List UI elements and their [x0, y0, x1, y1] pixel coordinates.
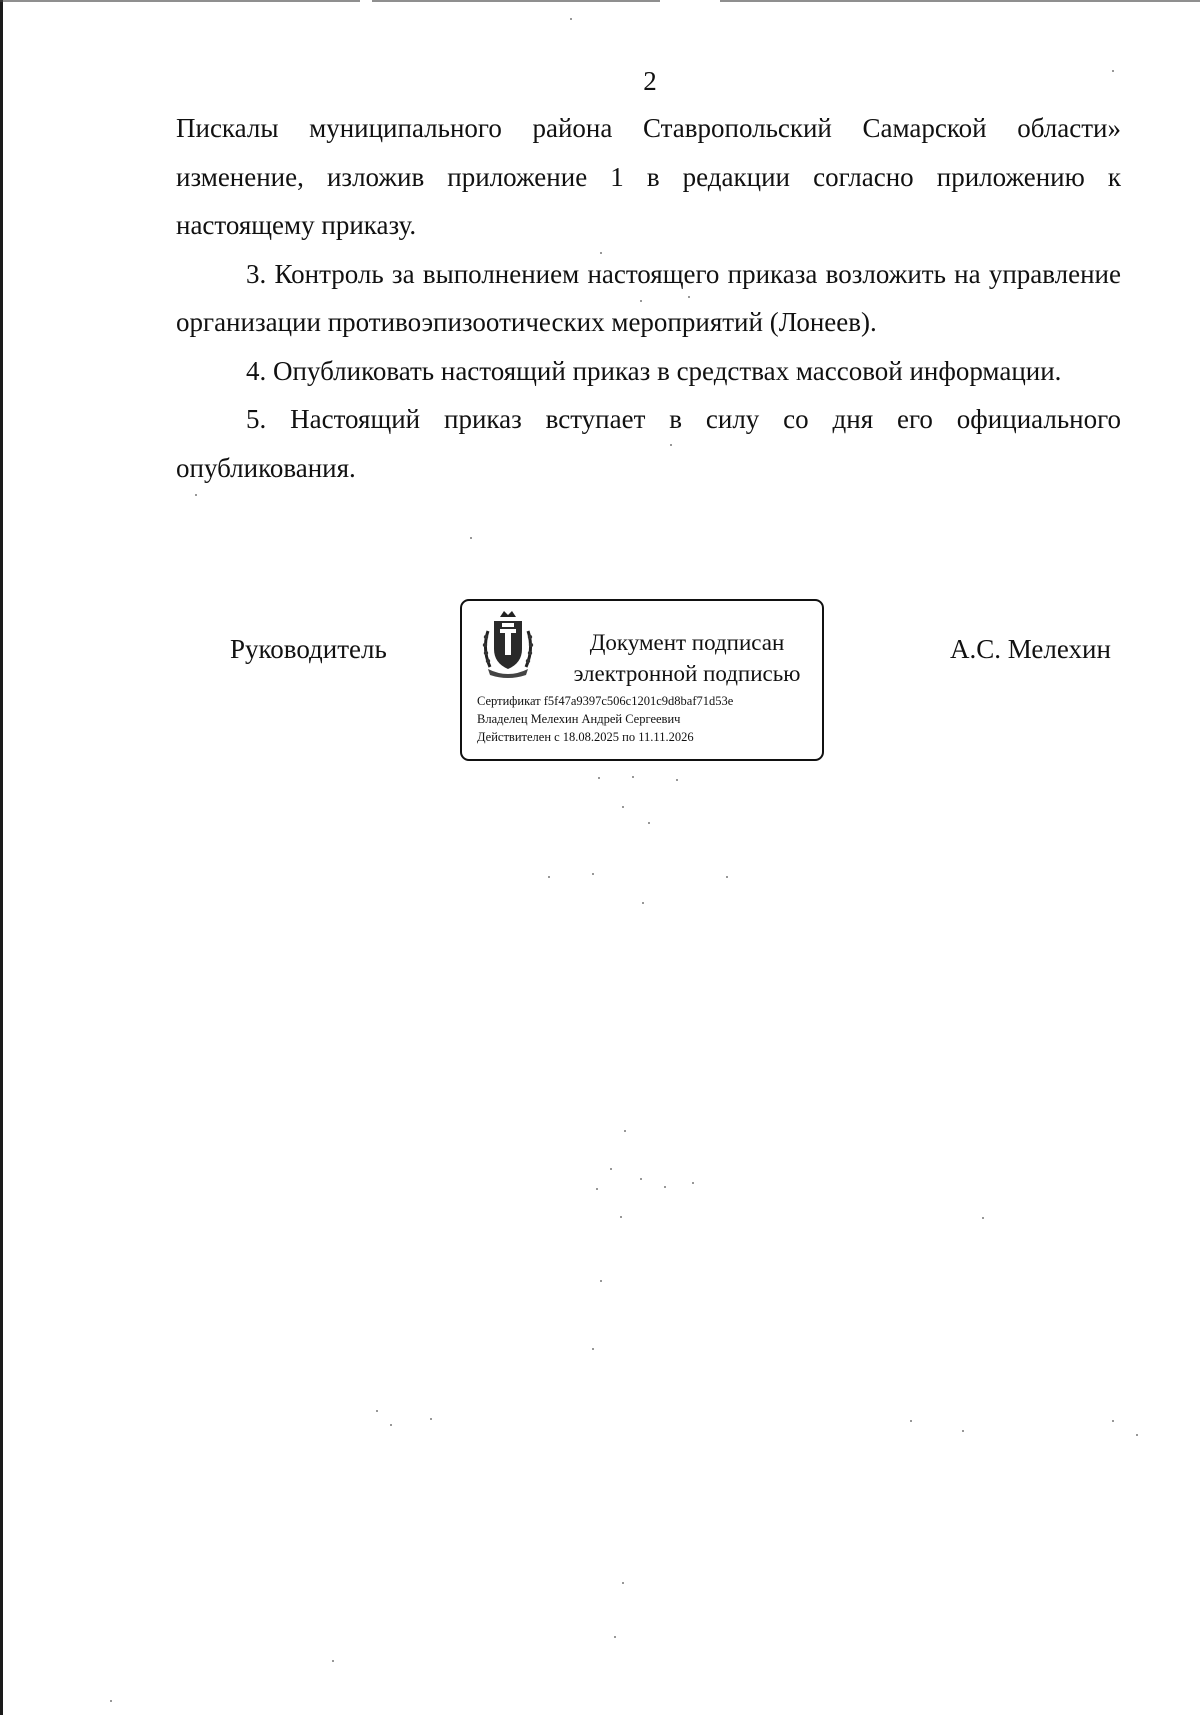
document-body: [176, 104, 1121, 492]
scan-top-border: [0, 0, 1200, 2]
signature-block: [0, 597, 1200, 767]
page-number: 2: [643, 66, 657, 96]
signatory-title: Руководитель: [230, 634, 387, 664]
electronic-signature-stamp: [460, 599, 824, 761]
stamp-heading-line2: электронной подписью: [573, 661, 801, 686]
stamp-heading: [557, 627, 817, 689]
paragraph-3: 3. Контроль за выполнением настоящего приказа возложить на управление организации противоэпизоотических мероприятий (Лонеев).: [176, 258, 1121, 337]
paragraph-continuation: Пискалы муниципального района Ставропольский Самарской области» изменение, изложив приложение 1 в редакции согласно приложению к настоящему приказу.: [176, 113, 1121, 240]
stamp-details: [477, 692, 733, 746]
coat-of-arms-icon: [478, 609, 538, 679]
stamp-heading-line1: Документ подписан: [589, 630, 785, 655]
signatory-name: А.С. Мелехин: [950, 634, 1111, 664]
stamp-owner: Владелец Мелехин Андрей Сергеевич: [477, 712, 681, 726]
stamp-certificate: Сертификат f5f47a9397c506c1201c9d8baf71d53e: [477, 694, 734, 708]
paragraph-4: 4. Опубликовать настоящий приказ в средствах массовой информации.: [246, 355, 1062, 386]
stamp-validity: Действителен с 18.08.2025 по 11.11.2026: [477, 730, 694, 744]
scan-border: [0, 0, 3, 1715]
paragraph-5: 5. Настоящий приказ вступает в силу со дня его официального опубликования.: [176, 404, 1121, 483]
